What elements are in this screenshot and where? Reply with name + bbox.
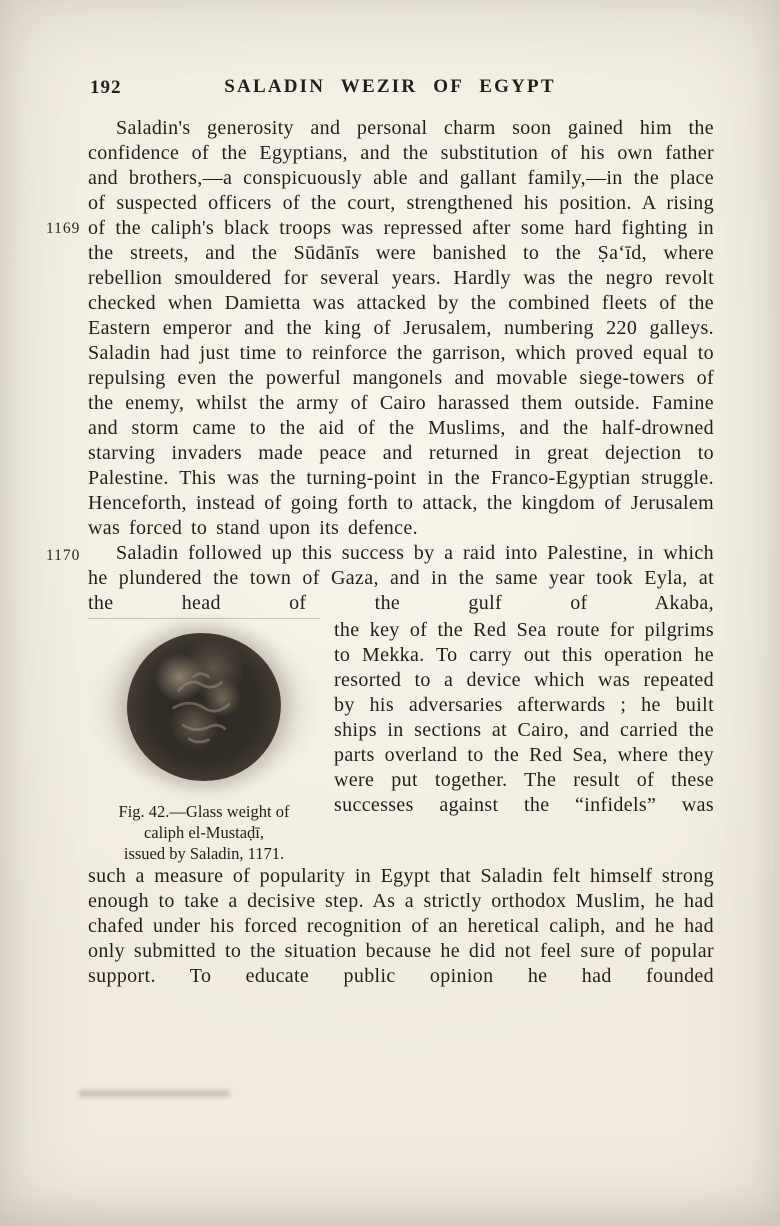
glass-weight-photo	[88, 623, 320, 791]
text-block	[46, 116, 714, 989]
paragraph-2-beside-figure: the key of the Red Sea route for pilgrims to Mekka. To carry out this operation he resorted to a device which was repeated by his adversaries afterwards ; he built ships in sections at Cairo, and carried the parts overland to the Red Sea, where they were put together. The result of these successes against the “infidels” was	[334, 619, 714, 816]
page-number: 192	[90, 77, 122, 98]
figure-caption-line-2: caliph el-Mustaḍī,	[143, 823, 265, 842]
figure-caption-line-3: issued by Saladin, 1171.	[123, 844, 285, 863]
paragraph-2-intro	[46, 541, 714, 616]
figure-caption	[92, 801, 316, 864]
running-title: SALADIN WEZIR OF EGYPT	[224, 76, 556, 97]
paragraph-1	[46, 116, 714, 541]
figure-42	[88, 618, 320, 864]
coin-inscription-icon	[139, 642, 269, 772]
paragraph-1-text: Saladin's generosity and personal charm soon gained him the confidence of the Egyptians, and the substitution of his own father and brothers,—a conspicuously able and gallant family,—in the place of suspected officers of the court, strengthened his position. A rising of the caliph's black troops was repressed after some hard fighting in the streets, and the Sūdānīs were banished to the Ṣa‘īd, where rebellion smouldered for several years. Hardly was the negro revolt checked when Damietta was attacked by the combined fleets of the Eastern emperor and the king of Jerusalem, numbering 220 galleys. Saladin had just time to reinforce the garrison, which proved equal to repulsing even the powerful mangonels and movable siege-towers of the enemy, whilst the army of Cairo harassed them outside. Famine and storm came to the aid of the Muslims, and the half-drowned starving invaders made peace and returned in great dejection to Palestine. This was the turning-point in the Franco-Egyptian struggle. Henceforth, instead of going forth to attack, the kingdom of Jerusalem was forced to stand upon its defence.	[88, 117, 714, 539]
glass-weight-coin	[127, 633, 281, 781]
paragraph-2-below-figure: such a measure of popularity in Egypt that Saladin felt himself strong enough to take a decisive step. As a strictly orthodox Muslim, he had chafed under his forced recognition of an heretical caliph, and he had only submitted to the situation because he did not feel sure of popular support. To educate public opinion he had founded	[88, 865, 714, 987]
margin-year-1169: 1169	[46, 220, 81, 237]
page-header	[0, 76, 780, 102]
figure-caption-line-1: Fig. 42.—Glass weight of	[118, 802, 290, 821]
scan-artifact	[78, 1090, 230, 1097]
paragraph-2-intro-text: Saladin followed up this success by a raid into Palestine, in which he plundered the town of Gaza, and in the same year took Eyla, at the head of the gulf of Akaba,	[88, 542, 714, 614]
figure-row	[88, 618, 714, 864]
margin-year-1170: 1170	[46, 547, 81, 564]
